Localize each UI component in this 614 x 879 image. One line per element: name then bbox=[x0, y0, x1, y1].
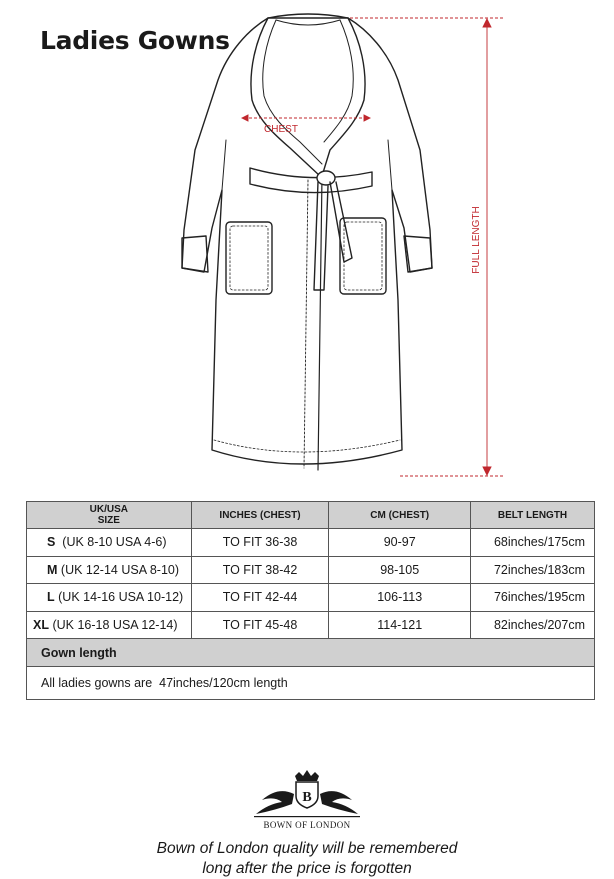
table-header-row bbox=[27, 502, 595, 529]
pocket-right bbox=[340, 218, 386, 294]
cm-cell: 98-105 bbox=[329, 556, 471, 584]
table-row bbox=[27, 556, 595, 584]
page-title: Ladies Gowns bbox=[40, 26, 230, 55]
full-length-label: FULL LENGTH bbox=[471, 206, 482, 274]
inches-cell: TO FIT 38-42 bbox=[191, 556, 329, 584]
brand-name: BOWN OF LONDON bbox=[263, 820, 351, 830]
table-row bbox=[27, 611, 595, 639]
brand-monogram: B bbox=[302, 790, 312, 805]
chest-label: CHEST bbox=[264, 124, 298, 135]
inches-cell: TO FIT 42-44 bbox=[191, 584, 329, 612]
belt bbox=[250, 168, 372, 193]
gown-length-note: All ladies gowns are 47inches/120cm length bbox=[27, 667, 595, 700]
table-row bbox=[27, 529, 595, 557]
belt-cell: 76inches/195cm bbox=[471, 584, 595, 612]
pocket-left bbox=[226, 222, 272, 294]
cm-cell: 106-113 bbox=[329, 584, 471, 612]
belt-cell: 82inches/207cm bbox=[471, 611, 595, 639]
size-chart-table bbox=[26, 501, 595, 700]
header-cm: CM (CHEST) bbox=[329, 502, 471, 529]
inches-cell: TO FIT 45-48 bbox=[191, 611, 329, 639]
gown-length-note-row bbox=[27, 667, 595, 700]
collar-right bbox=[322, 18, 365, 176]
header-inches: INCHES (CHEST) bbox=[191, 502, 329, 529]
size-cell: S (UK 8-10 USA 4-6) bbox=[27, 529, 192, 557]
gown-length-heading: Gown length bbox=[27, 639, 595, 667]
cm-cell: 90-97 bbox=[329, 529, 471, 557]
size-cell: L (UK 14-16 USA 10-12) bbox=[27, 584, 192, 612]
inches-cell: TO FIT 36-38 bbox=[191, 529, 329, 557]
belt-cell: 72inches/183cm bbox=[471, 556, 595, 584]
brand-tagline: Bown of London quality will be remembered long after the price is forgotten bbox=[156, 840, 458, 877]
belt-cell: 68inches/175cm bbox=[471, 529, 595, 557]
size-cell: XL (UK 16-18 USA 12-14) bbox=[27, 611, 192, 639]
cuff-left bbox=[182, 236, 208, 272]
header-belt: BELT LENGTH bbox=[471, 502, 595, 529]
size-cell: M (UK 12-14 USA 8-10) bbox=[27, 556, 192, 584]
table-row bbox=[27, 584, 595, 612]
cm-cell: 114-121 bbox=[329, 611, 471, 639]
header-size: UK/USA SIZE bbox=[27, 502, 192, 529]
gown-length-heading-row bbox=[27, 639, 595, 667]
